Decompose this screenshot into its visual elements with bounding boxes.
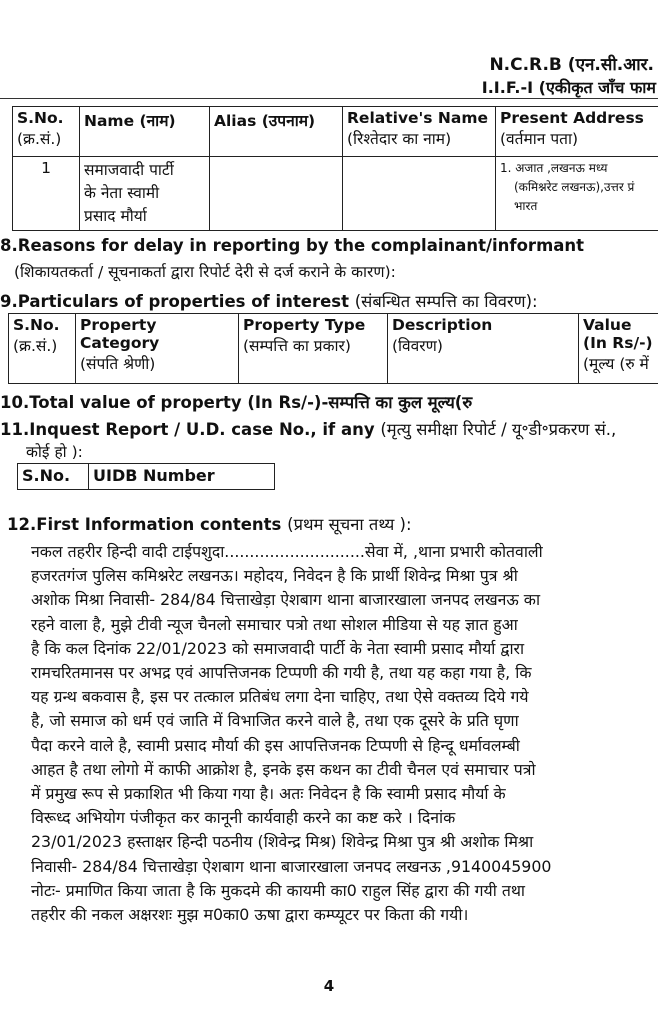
prop-col-sno: S.No. (क्र.सं.) bbox=[9, 314, 76, 384]
row-relative bbox=[343, 157, 496, 231]
row-name: समाजवादी पार्टी के नेता स्वामी प्रसाद मौर्या bbox=[80, 157, 210, 231]
fir-line: विरूध्द अभियोग पंजीकृत कर कानूनी कार्यवाही करने का कष्ट करे । दिनांक bbox=[31, 808, 456, 828]
prop-col-description: Description (विवरण) bbox=[388, 314, 579, 384]
accused-table bbox=[12, 106, 658, 231]
page-number: 4 bbox=[323, 977, 335, 995]
prop-col-category: Property Category (संपति श्रेणी) bbox=[76, 314, 239, 384]
fir-line: निवासी- 284/84 चित्ताखेड़ा ऐशबाग थाना बाजारखाला जनपद लखनऊ ,9140045900 bbox=[31, 856, 552, 876]
fir-line: नकल तहरीर हिन्दी वादी टाईपशुदा............................सेवा में, ,थाना प्रभारी कोतवाली bbox=[31, 542, 543, 561]
col-alias: Alias (उपनाम) bbox=[210, 107, 343, 157]
col-relative: Relative's Name (रिश्तेदार का नाम) bbox=[343, 107, 496, 157]
row-sno: 1 bbox=[13, 157, 80, 231]
uidb-col-sno: S.No. bbox=[18, 464, 89, 490]
fir-line: है, जो समाज को धर्म एवं जाति में विभाजित करने वाले है, तथा एक दूसरे के प्रति घृणा bbox=[31, 711, 519, 731]
section-11-title: 11.Inquest Report / U.D. case No., if any (मृत्यु समीक्षा रिपोर्ट / यू॰डी॰प्रकरण सं., bbox=[0, 420, 617, 439]
fir-line: है कि कल दिनांक 22/01/2023 को समाजवादी पार्टी के नेता स्वामी प्रसाद मौर्या द्वारा bbox=[31, 638, 525, 658]
iif-header: I.I.F.-I (एकीकृत जाँच फाम bbox=[481, 78, 656, 97]
fir-line: हजरतगंज पुलिस कमिश्नरेट लखनऊ। महोदय, निवेदन है कि प्रार्थी शिवेन्द्र मिश्रा पुत्र श्री bbox=[31, 566, 518, 586]
uidb-table bbox=[17, 463, 275, 490]
col-address: Present Address (वर्तमान पता) bbox=[496, 107, 658, 157]
prop-col-type: Property Type (सम्पत्ति का प्रकार) bbox=[239, 314, 388, 384]
col-sno: S.No. (क्र.सं.) bbox=[13, 107, 80, 157]
fir-line: 23/01/2023 हस्ताक्षर हिन्दी पठनीय (शिवेन्द्र मिश्र) शिवेन्द्र मिश्रा पुत्र श्री अशोक मिश्रा bbox=[31, 832, 534, 852]
row-address: 1. अजात ,लखनऊ मध्य (कमिश्नरेट लखनऊ),उत्तर प्रं भारत bbox=[496, 157, 658, 231]
section-8-title: 8.Reasons for delay in reporting by the complainant/informant bbox=[0, 236, 585, 255]
header-rule bbox=[0, 98, 658, 99]
fir-line: रामचरितमानस पर अभद्र एवं आपत्तिजनक टिप्पणी की गयी है, तथा यह कहा गया है, कि bbox=[31, 663, 532, 683]
fir-line: पैदा करने वाले है, स्वामी प्रसाद मौर्या की इस आपत्तिजनक टिप्पणी से हिन्दू धर्मावलम्बी bbox=[31, 735, 520, 755]
col-name: Name (नाम) bbox=[80, 107, 210, 157]
fir-line: यह ग्रन्थ बकवास है, इस पर तत्काल प्रतिबंध लगा देना चाहिए, तथा ऐसे वक्तव्य दिये गये bbox=[31, 687, 529, 707]
fir-line: नोटः- प्रमाणित किया जाता है कि मुकदमे की कायमी का0 राहुल सिंह द्वारा की गयी तथा bbox=[31, 880, 526, 900]
prop-col-value: Value (In Rs/-) (मूल्य (रु में bbox=[579, 314, 658, 384]
ncrb-header: N.C.R.B (एन.सी.आर. bbox=[489, 55, 654, 75]
section-10-title: 10.Total value of property (In Rs/-)-सम्पत्ति का कुल मूल्य(रु bbox=[0, 393, 473, 412]
fir-line: में प्रमुख रूप से प्रकाशित भी किया गया है। अतः निवेदन है कि स्वामी प्रसाद मौर्या के bbox=[31, 784, 506, 804]
table-row bbox=[13, 157, 658, 231]
section-9-title: 9.Particulars of properties of interest (संबन्धित सम्पत्ति का विवरण): bbox=[0, 292, 538, 311]
fir-contents bbox=[31, 540, 655, 927]
row-alias bbox=[210, 157, 343, 231]
section-11-subtitle: कोई हो ): bbox=[26, 443, 83, 461]
fir-line: तहरीर की नकल अक्षरशः मुझ म0का0 ऊषा द्वारा कम्प्यूटर पर किता की गयी। bbox=[31, 905, 469, 925]
fir-line: आहत है तथा लोगो में काफी आक्रोश है, इनके इस कथन का टीवी चैनल एवं समाचार पत्रो bbox=[31, 759, 536, 779]
fir-line: रहने वाला है, मुझे टीवी न्यूज चैनलो समाचार पत्रो तथा सोशल मीडिया से यह ज्ञात हुआ bbox=[31, 614, 518, 634]
property-table bbox=[8, 313, 658, 384]
uidb-col-number: UIDB Number bbox=[89, 464, 275, 490]
section-12-title: 12.First Information contents (प्रथम सूचना तथ्य ): bbox=[7, 515, 412, 534]
fir-line: अशोक मिश्रा निवासी- 284/84 चित्ताखेड़ा ऐशबाग थाना बाजारखाला जनपद लखनऊ का bbox=[31, 590, 541, 610]
section-8-subtitle: (शिकायतकर्ता / सूचनाकर्ता द्वारा रिपोर्ट देरी से दर्ज कराने के कारण): bbox=[14, 263, 396, 281]
